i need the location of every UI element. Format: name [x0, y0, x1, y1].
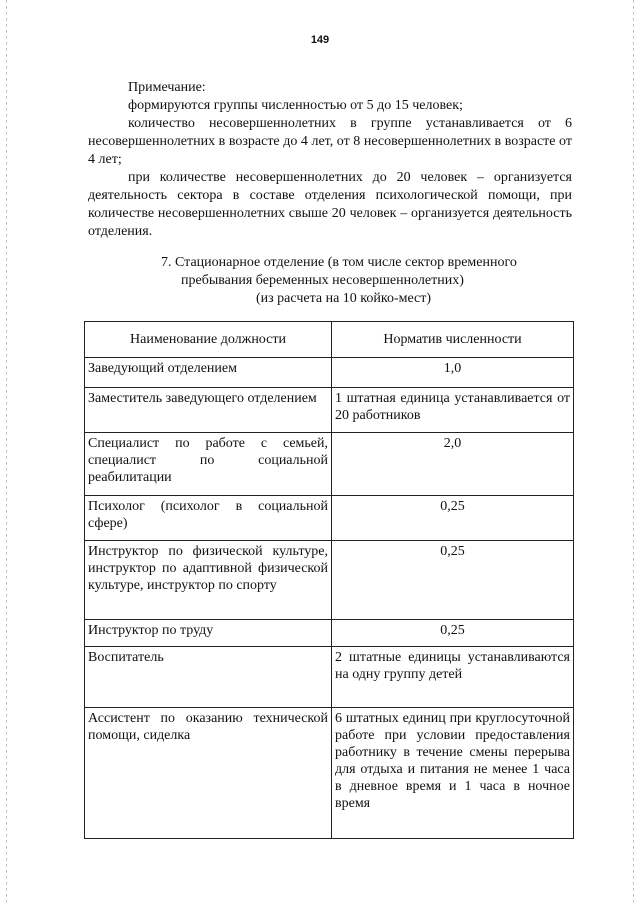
- norm-cell: 2 штатные единицы устанавливаются на одну группу детей: [332, 647, 574, 708]
- position-cell: Психолог (психолог в социальной сфере): [85, 496, 332, 541]
- table-row: [85, 496, 574, 541]
- position-cell: Заведующий отделением: [85, 358, 332, 388]
- position-cell: Воспитатель: [85, 647, 332, 708]
- norm-cell: 0,25: [332, 541, 574, 620]
- norm-cell: 0,25: [332, 620, 574, 647]
- section-subtitle: (из расчета на 10 койко-мест): [256, 291, 432, 306]
- page-number: 149: [310, 34, 330, 46]
- section-title-line: пребывания беременных несовершеннолетних): [181, 273, 464, 288]
- table-row: [85, 388, 574, 433]
- norm-cell: 6 штатных единиц при круглосуточной работе при условии предоставления работнику в течение смены перерыва для отдыха и питания не менее 1 часа в дневное время и 1 часа в ночное время: [332, 708, 574, 839]
- scan-edge-left: [6, 0, 7, 905]
- table-row: [85, 620, 574, 647]
- position-cell: Инструктор по физической культуре, инструктор по адаптивной физической культуре, инструктор по спорту: [85, 541, 332, 620]
- note-paragraph: количество несовершеннолетних в группе устанавливается от 6 несовершеннолетних в возрасте до 4 лет, от 8 несовершеннолетних в возрасте от 4 лет;: [88, 116, 572, 167]
- position-cell: Заместитель заведующего отделением: [85, 388, 332, 433]
- note-paragraph: при количестве несовершеннолетних до 20 человек – организуется деятельность сектора в составе отделения психологической помощи, при количестве несовершеннолетних свыше 20 человек – организуется деятельность отделения.: [88, 170, 572, 239]
- column-header-norm: Норматив численности: [332, 322, 574, 358]
- column-header-position: Наименование должности: [85, 322, 332, 358]
- note-block: [88, 79, 572, 241]
- norm-cell: 1,0: [332, 358, 574, 388]
- table-row: [85, 541, 574, 620]
- norm-cell: 0,25: [332, 496, 574, 541]
- table-row: [85, 647, 574, 708]
- norm-cell: 2,0: [332, 433, 574, 496]
- note-heading: Примечание:: [128, 80, 206, 95]
- position-cell: Ассистент по оказанию технической помощи, сиделка: [85, 708, 332, 839]
- section-heading: [88, 254, 572, 308]
- note-paragraph: формируются группы численностью от 5 до 15 человек;: [128, 98, 463, 113]
- scan-edge-right: [633, 0, 634, 905]
- section-title-line: 7. Стационарное отделение (в том числе сектор временного: [161, 255, 517, 270]
- position-cell: Инструктор по труду: [85, 620, 332, 647]
- table-header-row: [85, 322, 574, 358]
- table-row: [85, 708, 574, 839]
- table-row: [85, 358, 574, 388]
- position-cell: Специалист по работе с семьей, специалист по социальной реабилитации: [85, 433, 332, 496]
- table-row: [85, 433, 574, 496]
- staffing-table: [84, 321, 574, 839]
- norm-cell: 1 штатная единица устанавливается от 20 работников: [332, 388, 574, 433]
